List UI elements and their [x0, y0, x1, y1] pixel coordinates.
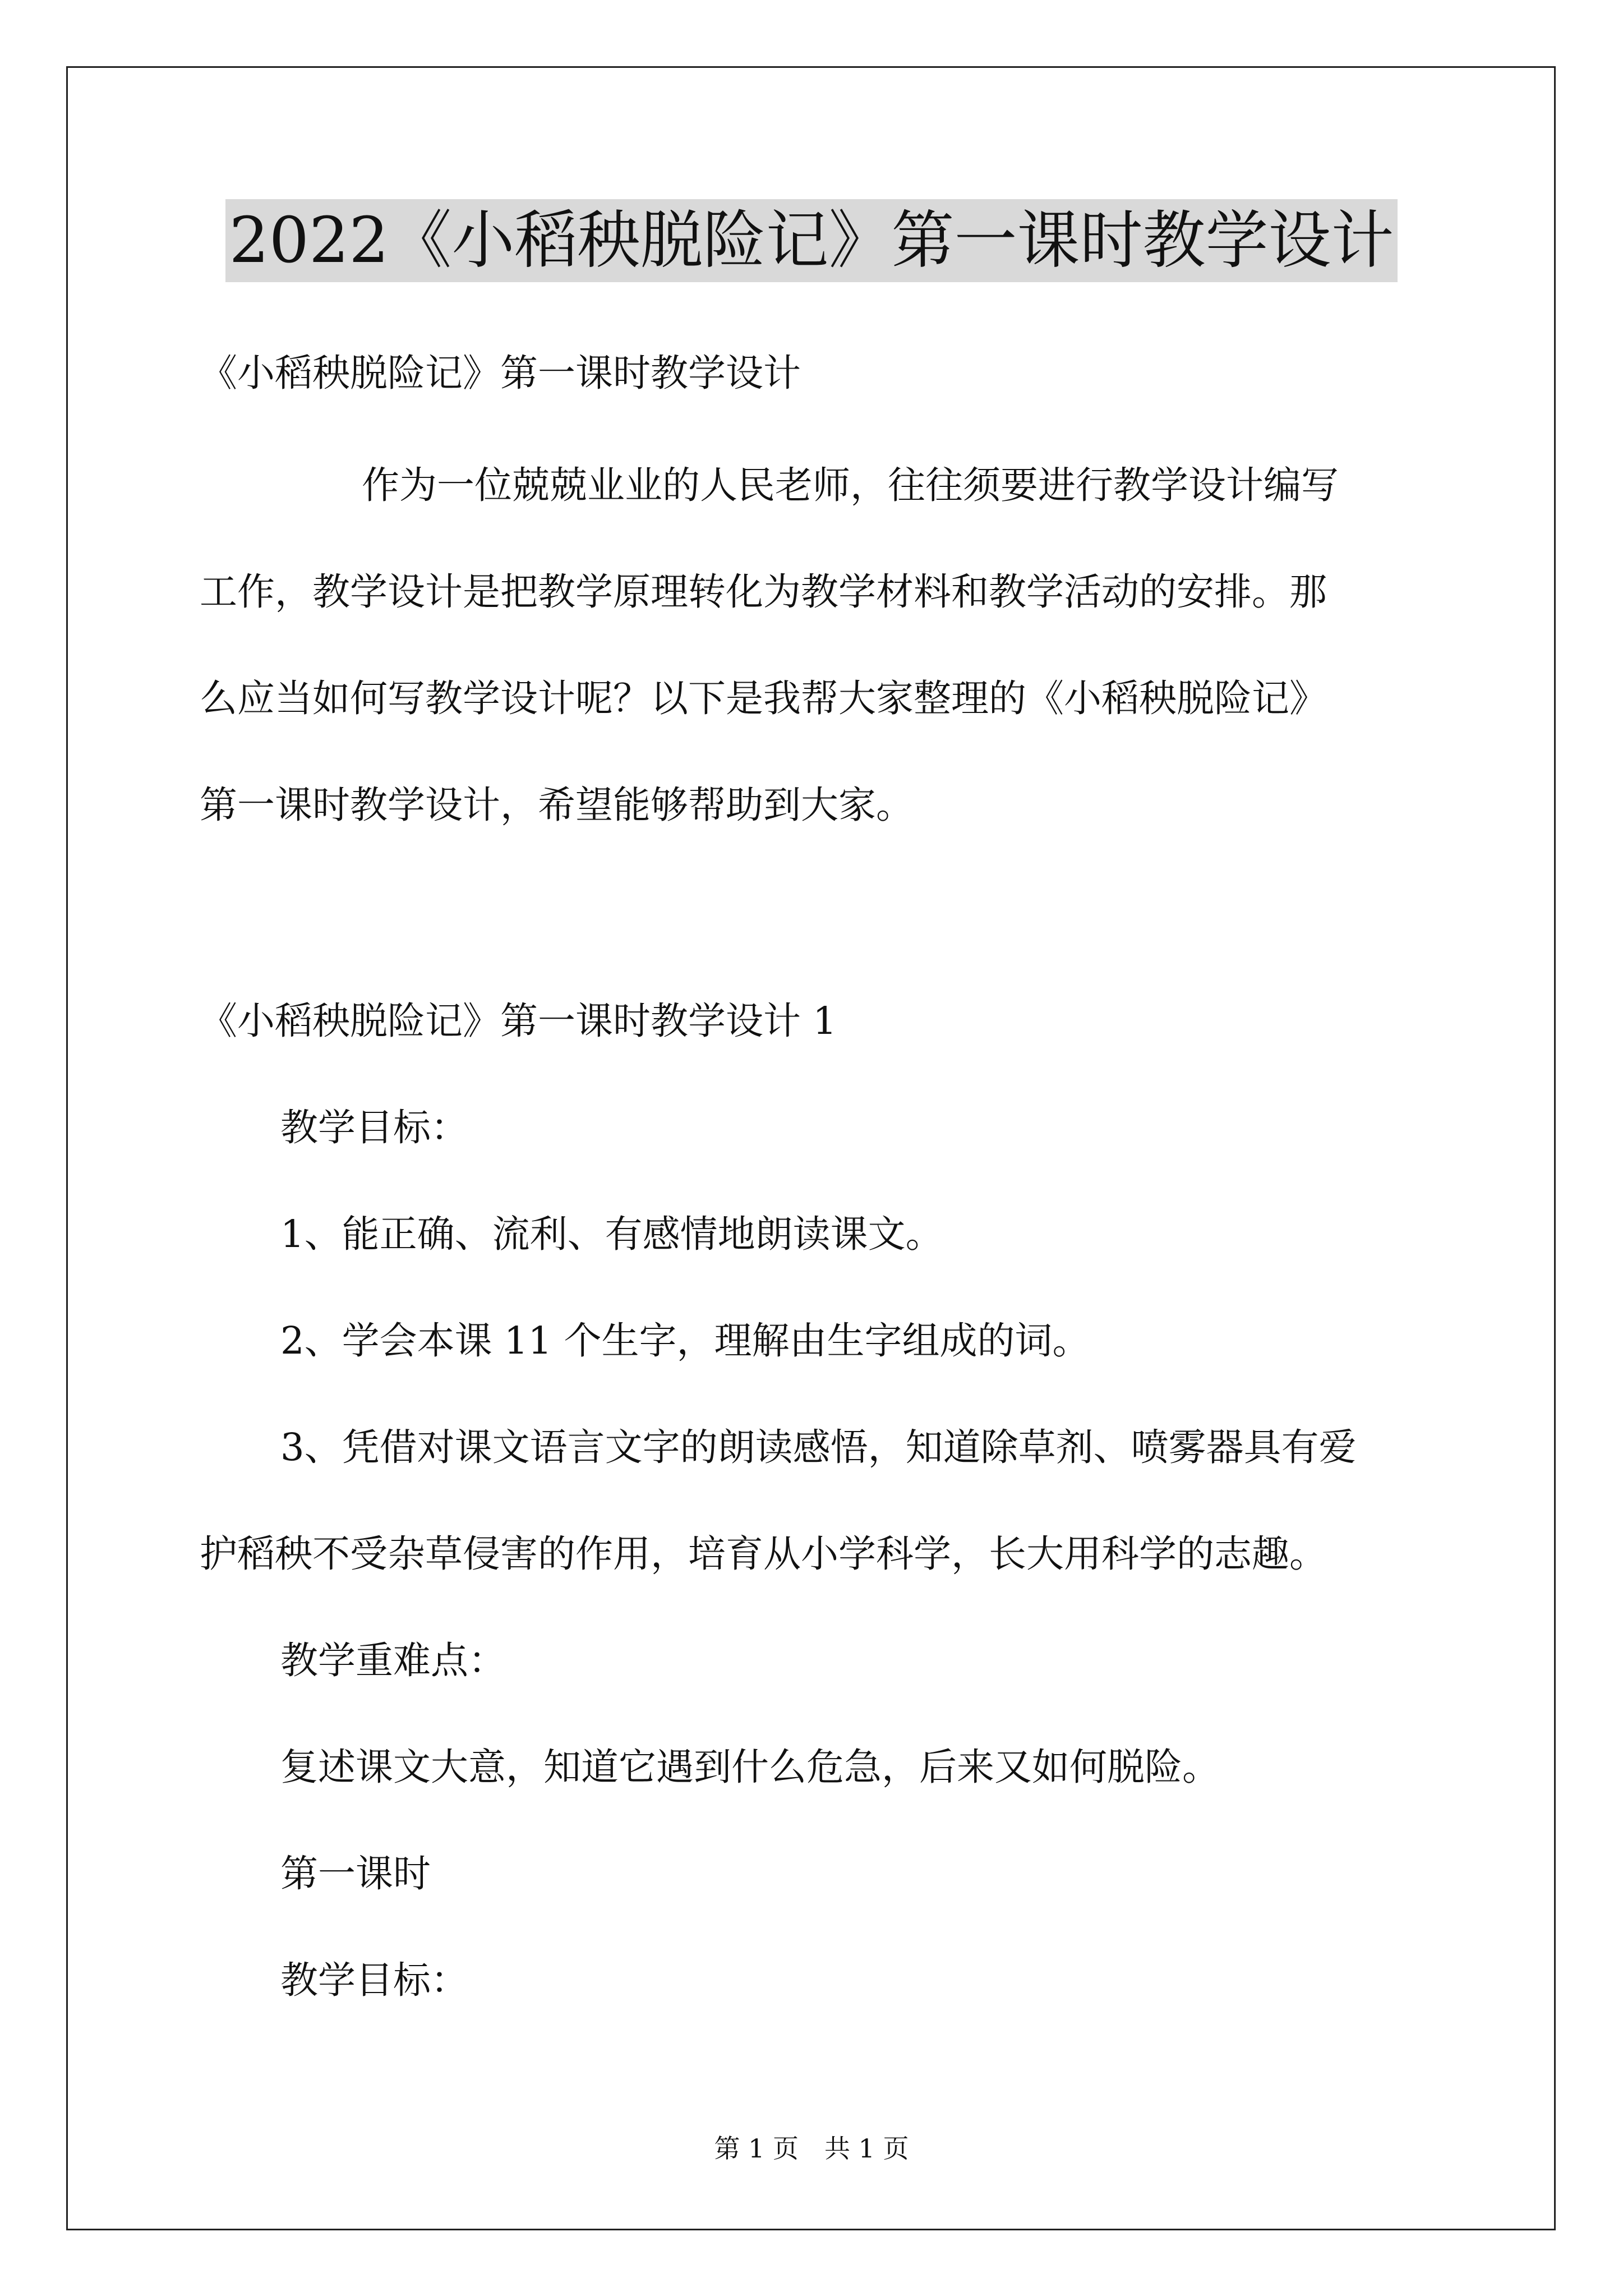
- goal-item-1: 1、能正确、流利、有感情地朗读课文。: [280, 1212, 943, 1256]
- section-heading: 《小稻秧脱险记》第一课时教学设计 1: [200, 999, 837, 1043]
- difficulty-text: 复述课文大意，知道它遇到什么危急，后来又如何脱险。: [280, 1745, 1220, 1789]
- title-container: [0, 199, 1623, 282]
- document-title: 2022《小稻秧脱险记》第一课时教学设计: [225, 199, 1397, 282]
- goal-item-3: 3、凭借对课文语言文字的朗读感悟，知道除草剂、喷雾器具有爱: [280, 1425, 1357, 1469]
- lesson-goals-heading: 教学目标：: [280, 1958, 468, 2002]
- goal-item-3-continued: 护稻秧不受杂草侵害的作用，培育从小学科学，长大用科学的志趣。: [200, 1532, 1327, 1576]
- intro-line-4: 第一课时教学设计，希望能够帮助到大家。: [200, 783, 914, 827]
- document-subtitle: 《小稻秧脱险记》第一课时教学设计: [200, 351, 801, 395]
- lesson-heading: 第一课时: [280, 1852, 431, 1895]
- intro-line-2: 工作，教学设计是把教学原理转化为教学材料和教学活动的安排。那: [200, 570, 1327, 614]
- difficulty-heading: 教学重难点：: [280, 1639, 506, 1682]
- goals-heading: 教学目标：: [280, 1106, 468, 1149]
- page-footer: 第 1 页 共 1 页: [714, 2133, 909, 2164]
- intro-line-1: 作为一位兢兢业业的人民老师，往往须要进行教学设计编写: [362, 463, 1339, 507]
- goal-item-2: 2、学会本课 11 个生字，理解由生字组成的词。: [280, 1319, 1090, 1363]
- intro-line-3: 么应当如何写教学设计呢？以下是我帮大家整理的《小稻秧脱险记》: [200, 677, 1327, 720]
